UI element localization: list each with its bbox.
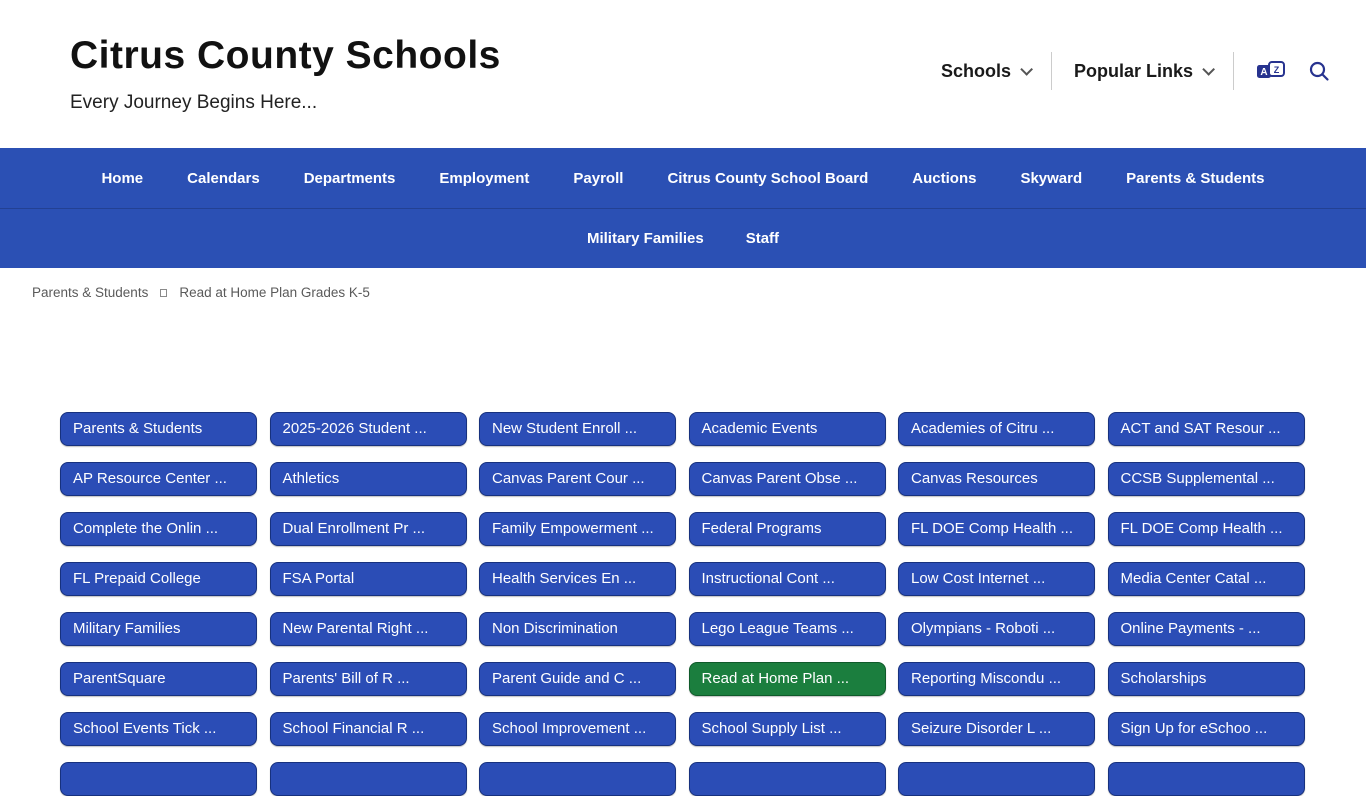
quick-link-button-item[interactable] — [1108, 762, 1305, 796]
nav-item-military-families[interactable]: Military Families — [586, 230, 704, 247]
quick-link-button-fl-prepaid-college[interactable]: FL Prepaid College — [60, 562, 257, 596]
breadcrumb-item-parents-students[interactable]: Parents & Students — [32, 285, 149, 300]
divider — [1233, 52, 1234, 90]
quick-links-grid — [60, 412, 1306, 796]
schools-menu-label: Schools — [940, 60, 1011, 81]
quick-link-button-parent-guide-and-c[interactable]: Parent Guide and C ... — [479, 662, 676, 696]
chevron-down-icon — [1202, 63, 1215, 76]
quick-link-button-item[interactable] — [60, 762, 257, 796]
site-tagline: Every Journey Begins Here... — [70, 92, 318, 113]
quick-link-button-ap-resource-center[interactable]: AP Resource Center ... — [60, 462, 257, 496]
svg-text:Z: Z — [1273, 65, 1280, 75]
quick-link-button-seizure-disorder-l[interactable]: Seizure Disorder L ... — [898, 712, 1095, 746]
nav-item-citrus-county-school-board[interactable]: Citrus County School Board — [667, 169, 869, 187]
quick-link-button-parents-bill-of-r[interactable]: Parents' Bill of R ... — [270, 662, 467, 696]
quick-link-button-parents-students[interactable]: Parents & Students — [60, 412, 257, 446]
quick-link-button-online-payments[interactable]: Online Payments - ... — [1108, 612, 1305, 646]
quick-link-button-parentsquare[interactable]: ParentSquare — [60, 662, 257, 696]
site-header — [0, 0, 1366, 148]
quick-link-button-school-financial-r[interactable]: School Financial R ... — [270, 712, 467, 746]
quick-link-button-fsa-portal[interactable]: FSA Portal — [270, 562, 467, 596]
schools-menu[interactable] — [941, 61, 1029, 82]
header-utility-bar — [941, 52, 1330, 90]
quick-link-button-military-families[interactable]: Military Families — [60, 612, 257, 646]
quick-link-button-complete-the-onlin[interactable]: Complete the Onlin ... — [60, 512, 257, 546]
quick-link-button-item[interactable] — [689, 762, 886, 796]
quick-link-button-scholarships[interactable]: Scholarships — [1108, 662, 1305, 696]
page-title: Citrus County Schools — [70, 34, 501, 77]
nav-item-home[interactable]: Home — [101, 169, 144, 187]
quick-link-button-canvas-parent-obse[interactable]: Canvas Parent Obse ... — [689, 462, 886, 496]
quick-link-button-athletics[interactable]: Athletics — [270, 462, 467, 496]
nav-item-employment[interactable]: Employment — [439, 169, 530, 187]
nav-item-payroll[interactable]: Payroll — [573, 169, 624, 187]
nav-item-departments[interactable]: Departments — [303, 169, 396, 187]
nav-item-auctions[interactable]: Auctions — [912, 169, 977, 187]
quick-link-button-lego-league-teams[interactable]: Lego League Teams ... — [689, 612, 886, 646]
breadcrumb — [0, 268, 1366, 300]
quick-link-button-federal-programs[interactable]: Federal Programs — [689, 512, 886, 546]
breadcrumb-separator-icon — [160, 289, 167, 297]
quick-link-button-sign-up-for-eschoo[interactable]: Sign Up for eSchoo ... — [1108, 712, 1305, 746]
nav-item-parents-students[interactable]: Parents & Students — [1126, 169, 1265, 187]
quick-link-button-school-events-tick[interactable]: School Events Tick ... — [60, 712, 257, 746]
popular-links-menu-label: Popular Links — [1073, 60, 1193, 81]
translate-icon[interactable] — [1256, 60, 1286, 82]
popular-links-menu[interactable] — [1074, 61, 1211, 82]
nav-row-secondary — [0, 208, 1366, 268]
nav-item-calendars[interactable]: Calendars — [187, 169, 260, 187]
brand — [70, 34, 501, 114]
quick-link-button-item[interactable] — [898, 762, 1095, 796]
quick-link-button-new-student-enroll[interactable]: New Student Enroll ... — [479, 412, 676, 446]
quick-link-button-dual-enrollment-pr[interactable]: Dual Enrollment Pr ... — [270, 512, 467, 546]
svg-text:A: A — [1260, 67, 1268, 78]
divider — [1051, 52, 1052, 90]
quick-link-button-health-services-en[interactable]: Health Services En ... — [479, 562, 676, 596]
quick-link-button-ccsb-supplemental[interactable]: CCSB Supplemental ... — [1108, 462, 1305, 496]
quick-link-button-family-empowerment[interactable]: Family Empowerment ... — [479, 512, 676, 546]
quick-link-button-act-and-sat-resour[interactable]: ACT and SAT Resour ... — [1108, 412, 1305, 446]
quick-link-button-school-improvement[interactable]: School Improvement ... — [479, 712, 676, 746]
quick-link-button-olympians-roboti[interactable]: Olympians - Roboti ... — [898, 612, 1095, 646]
quick-link-button-media-center-catal[interactable]: Media Center Catal ... — [1108, 562, 1305, 596]
quick-link-button-reporting-miscondu[interactable]: Reporting Miscondu ... — [898, 662, 1095, 696]
quick-link-button-item[interactable] — [479, 762, 676, 796]
quick-link-button-2025-2026-student[interactable]: 2025-2026 Student ... — [270, 412, 467, 446]
quick-link-button-canvas-parent-cour[interactable]: Canvas Parent Cour ... — [479, 462, 676, 496]
quick-link-button-new-parental-right[interactable]: New Parental Right ... — [270, 612, 467, 646]
quick-link-button-school-supply-list[interactable]: School Supply List ... — [689, 712, 886, 746]
quick-link-button-canvas-resources[interactable]: Canvas Resources — [898, 462, 1095, 496]
quick-link-button-non-discrimination[interactable]: Non Discrimination — [479, 612, 676, 646]
quick-link-button-academies-of-citru[interactable]: Academies of Citru ... — [898, 412, 1095, 446]
chevron-down-icon — [1020, 63, 1033, 76]
quick-link-button-low-cost-internet[interactable]: Low Cost Internet ... — [898, 562, 1095, 596]
main-navigation — [0, 148, 1366, 268]
quick-link-button-instructional-cont[interactable]: Instructional Cont ... — [689, 562, 886, 596]
quick-link-button-fl-doe-comp-health[interactable]: FL DOE Comp Health ... — [1108, 512, 1305, 546]
quick-link-button-item[interactable] — [270, 762, 467, 796]
quick-link-button-academic-events[interactable]: Academic Events — [689, 412, 886, 446]
quick-link-button-fl-doe-comp-health[interactable]: FL DOE Comp Health ... — [898, 512, 1095, 546]
nav-item-staff[interactable]: Staff — [745, 230, 780, 247]
nav-row-primary — [0, 148, 1366, 208]
nav-item-skyward[interactable]: Skyward — [1020, 169, 1083, 187]
search-icon[interactable] — [1308, 60, 1330, 82]
quick-link-button-read-at-home-plan[interactable]: Read at Home Plan ... — [689, 662, 886, 696]
breadcrumb-item-read-at-home-plan-grades-k-5: Read at Home Plan Grades K-5 — [179, 285, 370, 300]
